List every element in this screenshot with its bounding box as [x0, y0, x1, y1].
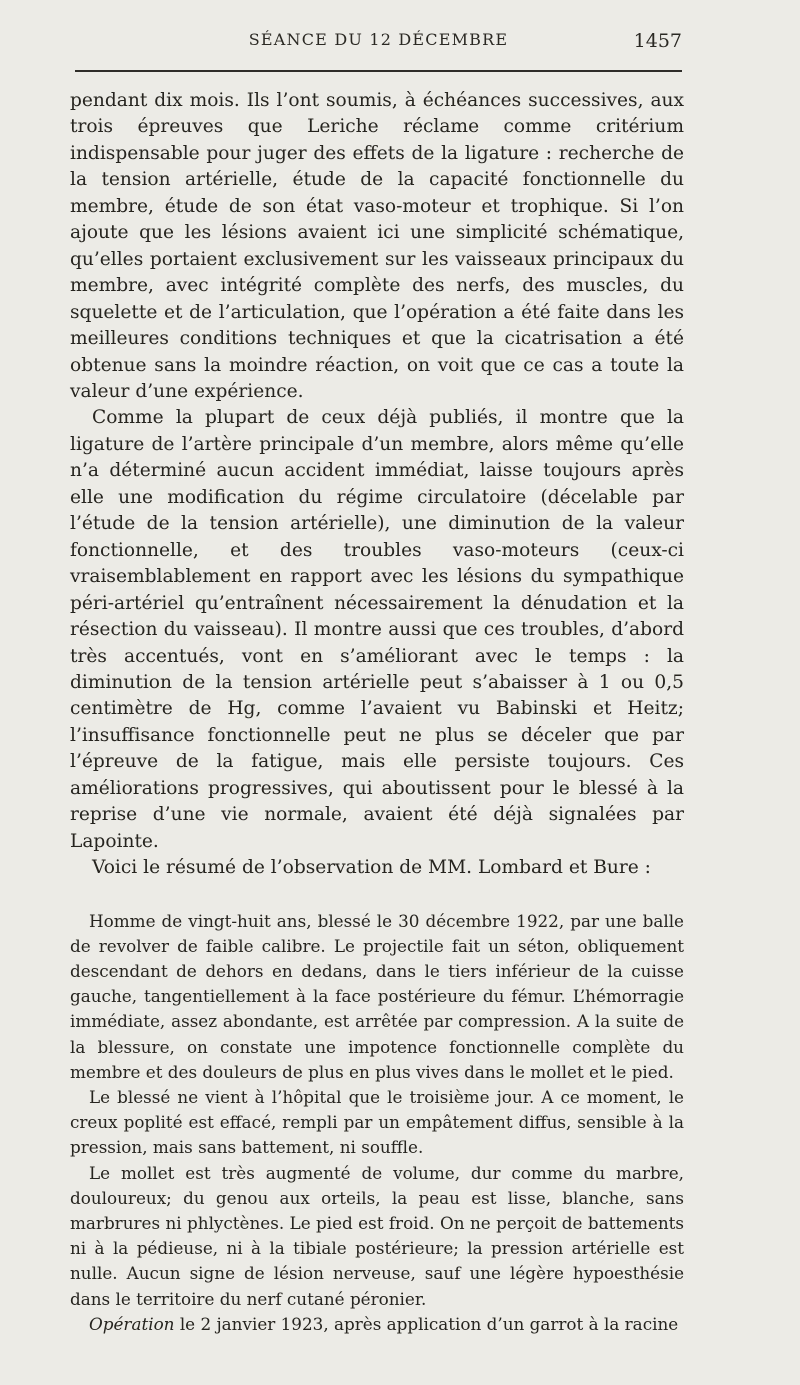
operation-label: Opération: [89, 1313, 175, 1334]
paragraph: Comme la plupart de ceux déjà publiés, il montre que la ligature de l’artère principale d’un membre, alors même qu’elle n’a déterminé aucun accident immédiat, laisse toujours après elle une modification du régime circulatoire (décelable par l’étude de la tension artérielle), une diminution de la valeur fonctionnelle, et des troubles vaso-moteurs (ceux-ci vraisemblablement en rapport avec les lésions du sympathique péri-artériel qu’entraînent nécessairement la dénudation et la résection du vaisseau). Il montre aussi que ces troubles, d’abord très accentués, vont en s’améliorant avec le temps : la diminution de la tension artérielle peut s’abaisser à 1 ou 0,5 centimètre de Hg, comme l’avaient vu Babinski et Heitz; l’insuffisance fonctionnelle peut ne plus se déceler que par l’épreuve de la fatigue, mais elle persiste toujours. Ces améliorations progressives, qui aboutissent pour le blessé à la reprise d’une vie normale, avaient été déjà signalées par Lapointe.: [70, 407, 684, 852]
page-header: [75, 30, 682, 54]
header-rule: [75, 70, 682, 72]
body-text: [70, 88, 684, 1337]
observation-paragraph: Le mollet est très augmenté de volume, dur comme du marbre, douloureux; du genou aux orteils, la peau est lisse, blanche, sans marbrures ni phlyctènes. Le pied est froid. On ne perçoit de battements ni à la pédieuse, ni à la tibiale postérieure; la pression artérielle est nulle. Aucun signe de lésion nerveuse, sauf une légère hypoesthésie dans le territoire du nerf cutané péronier.: [70, 1162, 684, 1309]
main-text: [70, 88, 684, 882]
observation-paragraph: Le blessé ne vient à l’hôpital que le troisième jour. A ce moment, le creux poplité est effacé, rempli par un empâtement diffus, sensible à la pression, mais sans battement, ni souffle.: [70, 1087, 684, 1158]
paragraph: Voici le résumé de l’observation de MM. Lombard et Bure :: [92, 857, 651, 879]
observation-paragraph: [70, 1312, 684, 1337]
paragraph: pendant dix mois. Ils l’ont soumis, à échéances successives, aux trois épreuves que Leriche réclame comme critérium indispensable pour juger des effets de la ligature : recherche de la tension artérielle, étude de la capacité fonctionnelle du membre, étude de son état vaso-moteur et trophique. Si l’on ajoute que les lésions avaient ici une simplicité schématique, qu’elles portaient exclusivement sur les vaisseaux principaux du membre, avec intégrité complète des nerfs, des muscles, du squelette et de l’articulation, que l’opération a été faite dans les meilleures conditions techniques et que la cicatrisation a été obtenue sans la moindre réaction, on voit que ce cas a toute la valeur d’une expérience.: [70, 90, 684, 402]
operation-text: le 2 janvier 1923, après application d’un garrot à la racine: [174, 1313, 679, 1334]
page-number: 1457: [633, 30, 682, 52]
observation-paragraph: Homme de vingt-huit ans, blessé le 30 décembre 1922, par une balle de revolver de faible calibre. Le projectile fait un séton, obliquement descendant de dehors en dedans, dans le tiers inférieur de la cuisse gauche, tangentiellement à la face postérieure du fémur. L’hémorragie immédiate, assez abondante, est arrêtée par compression. A la suite de la blessure, on constate une impotence fonctionnelle complète du membre et des douleurs de plus en plus vives dans le mollet et le pied.: [70, 910, 684, 1082]
running-title: SÉANCE DU 12 DÉCEMBRE: [248, 30, 509, 49]
case-observation: [70, 909, 684, 1337]
